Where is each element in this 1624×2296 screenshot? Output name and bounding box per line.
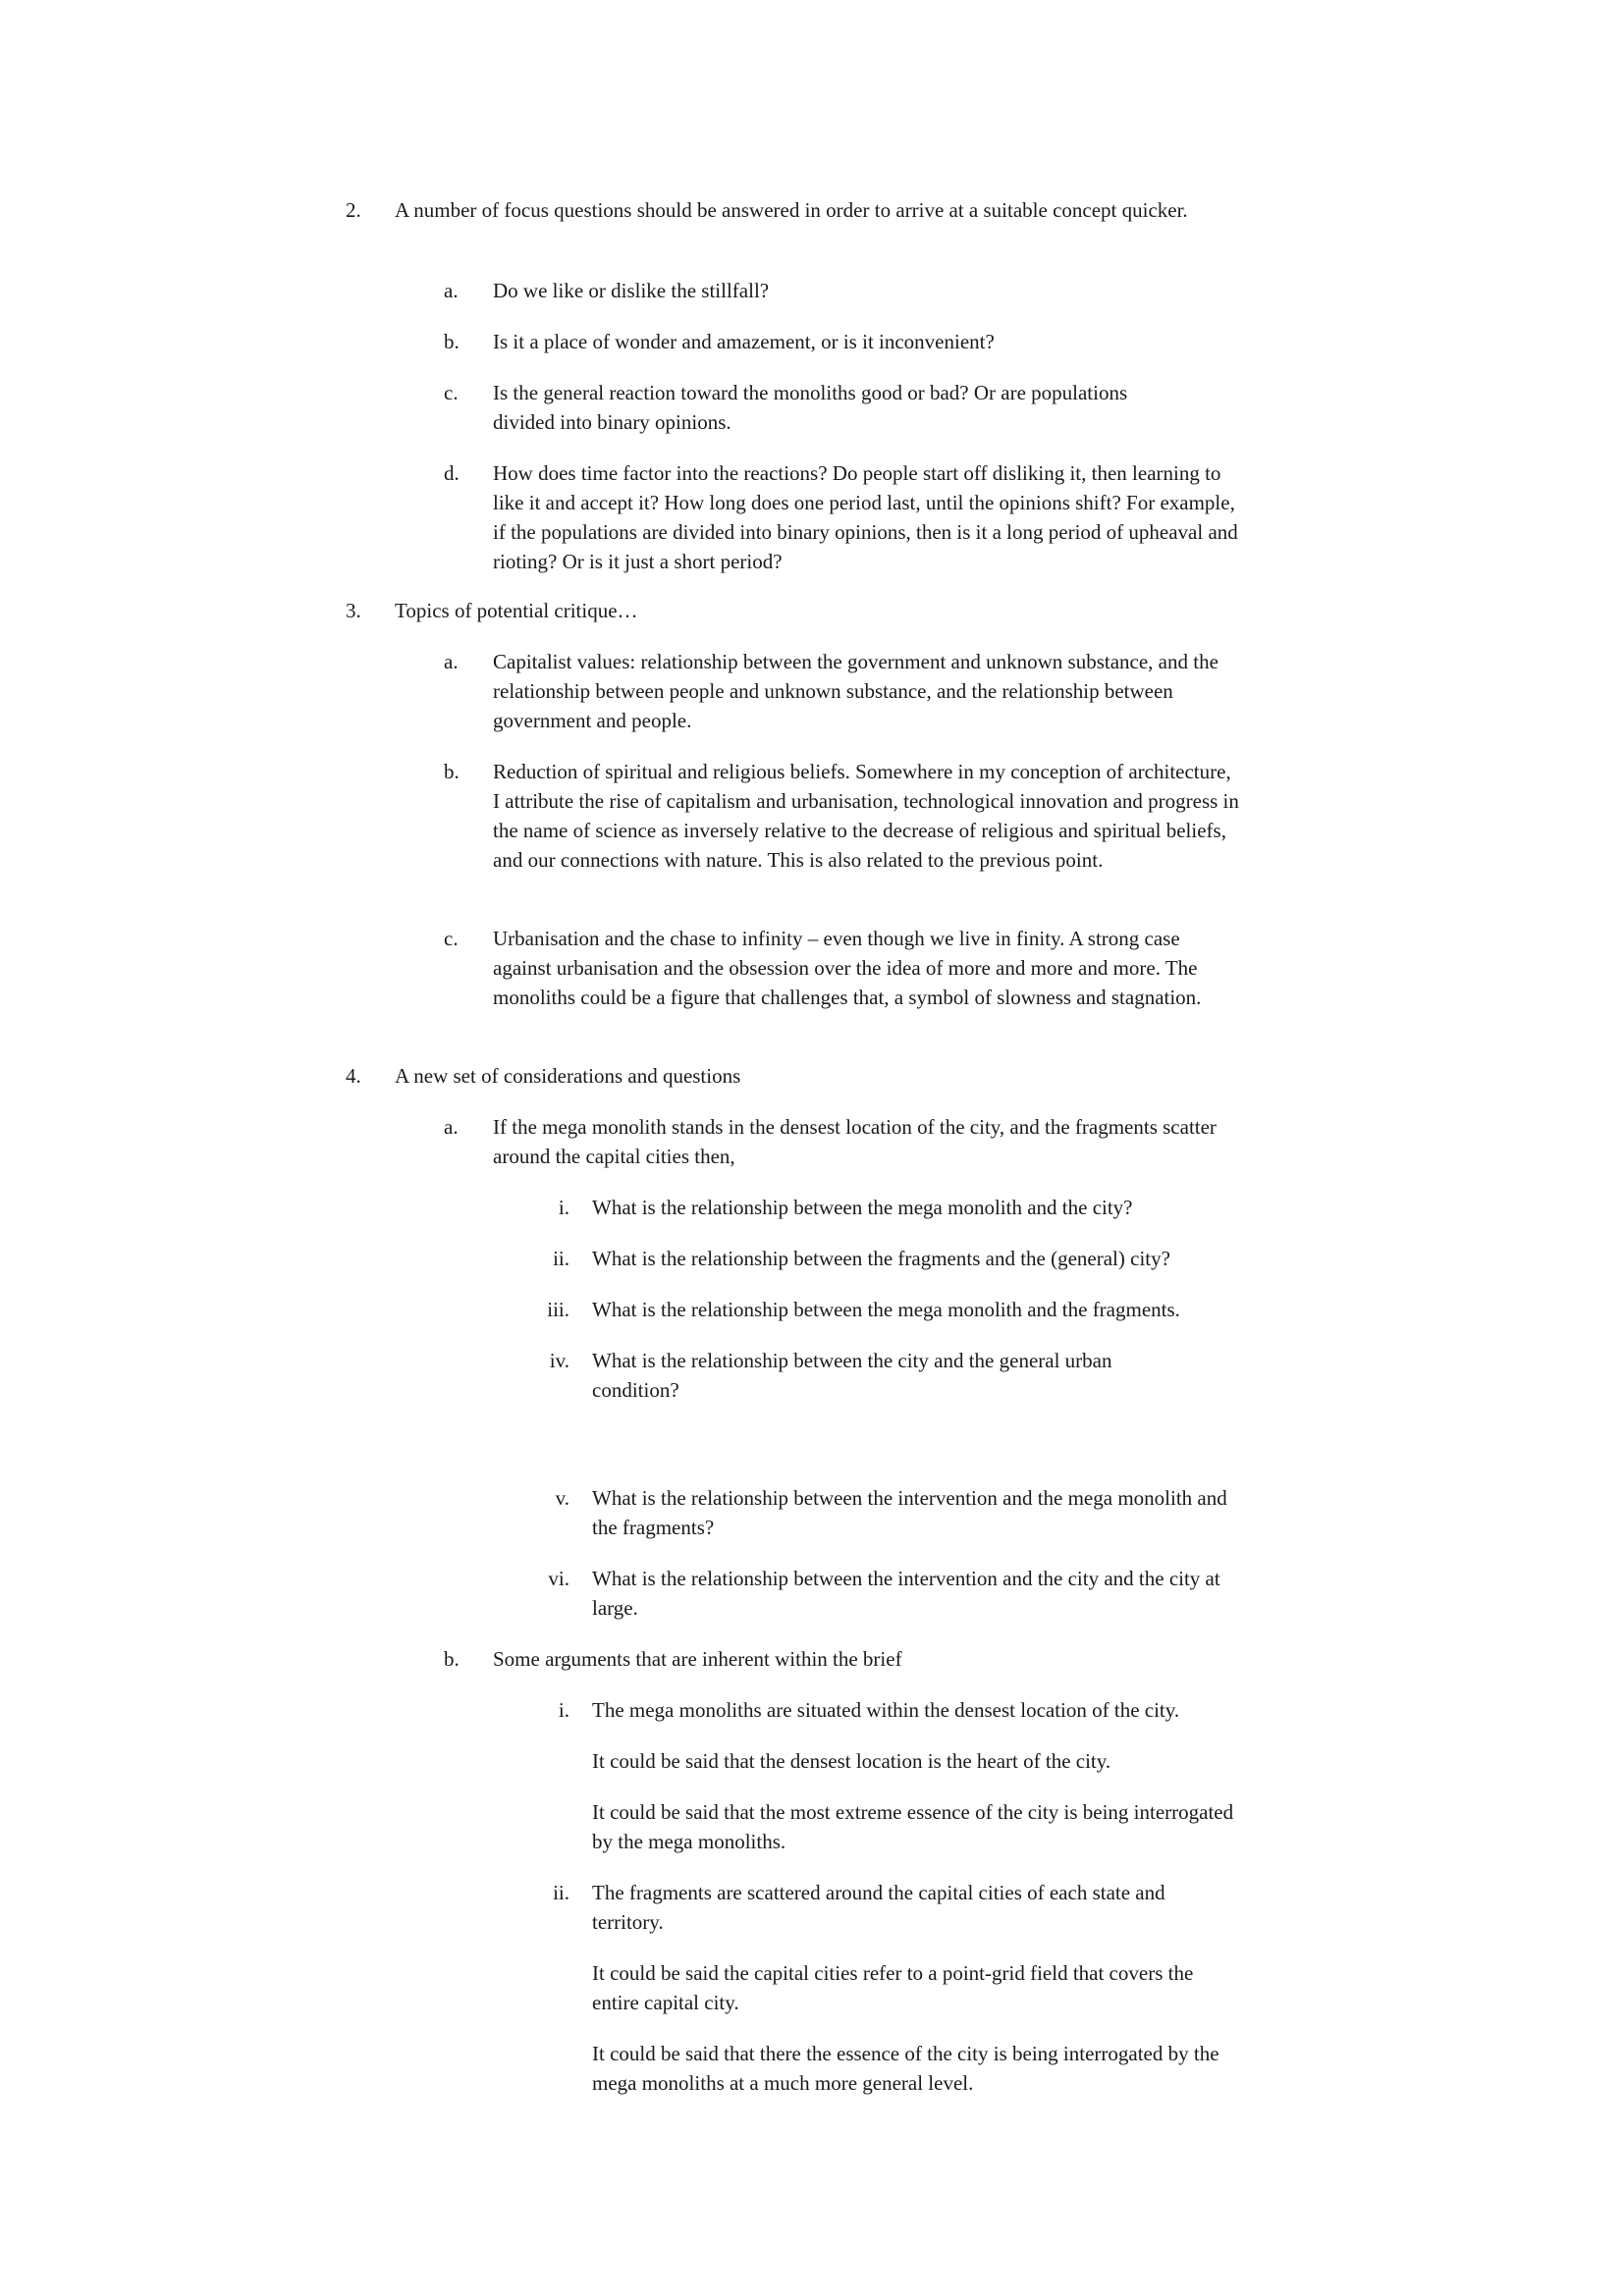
list-marker: b. [444,330,460,353]
list-marker: c. [444,381,459,404]
list-marker: vi. [548,1567,569,1590]
list-text: Reduction of spiritual and religious beliefs. Somewhere in my conception of architecture, I attribute the rise of capitalism and urbanisation, technological innovation and progress in the name of science as inversely relative to the decrease of religious and spiritual beliefs, and our connections with nature. This is also related to the previous point. [493,760,1239,872]
paragraph-text: It could be said the capital cities refer to a point-grid field that covers the entire capital city. [592,1961,1194,2014]
list-text: What is the relationship between the city and the general urban condition? [592,1349,1112,1402]
list-text: The mega monoliths are situated within the densest location of the city. [592,1698,1180,1722]
list-text: What is the relationship between the intervention and the city and the city at large. [592,1567,1220,1620]
list-marker: a. [444,1115,459,1139]
list-marker: a. [444,279,459,302]
list-marker: ii. [553,1247,569,1270]
paragraph-text: It could be said that there the essence of the city is being interrogated by the mega monoliths at a much more general level. [592,2042,1219,2095]
list-marker: i. [558,1698,569,1722]
list-text: What is the relationship between the mega monolith and the city? [592,1196,1133,1219]
list-marker: 3. [346,599,361,622]
list-marker: 4. [346,1064,361,1088]
list-text: What is the relationship between the intervention and the mega monolith and the fragments? [592,1486,1227,1539]
list-text: Is it a place of wonder and amazement, or is it inconvenient? [493,330,995,353]
list-text: What is the relationship between the fragments and the (general) city? [592,1247,1170,1270]
list-text: How does time factor into the reactions? Do people start off disliking it, then learning to like it and accept it? How long does one period last, until the opinions shift? For example, if the populations are divided into binary opinions, then is it a long period of upheaval and rioting? Or is it just a short period? [493,461,1238,573]
list-marker: b. [444,760,460,783]
list-marker: d. [444,461,460,485]
list-text: Is the general reaction toward the monoliths good or bad? Or are populations divided into binary opinions. [493,381,1128,434]
list-marker: v. [555,1486,569,1510]
list-marker: a. [444,650,459,673]
list-marker: b. [444,1647,460,1671]
list-marker: iii. [547,1298,569,1321]
list-text: Topics of potential critique… [395,599,638,622]
list-marker: ii. [553,1881,569,1904]
list-text: Some arguments that are inherent within the brief [493,1647,902,1671]
list-text: The fragments are scattered around the capital cities of each state and territory. [592,1881,1165,1934]
list-marker: 2. [346,198,361,222]
list-marker: c. [444,927,459,950]
list-text: If the mega monolith stands in the densest location of the city, and the fragments scatter around the capital cities then, [493,1115,1217,1168]
list-text: A new set of considerations and questions [395,1064,741,1088]
list-text: Capitalist values: relationship between the government and unknown substance, and the relationship between people and unknown substance, and the relationship between government and people. [493,650,1218,732]
list-text: Do we like or dislike the stillfall? [493,279,770,302]
list-marker: i. [558,1196,569,1219]
list-text: A number of focus questions should be answered in order to arrive at a suitable concept quicker. [395,198,1188,222]
list-text: Urbanisation and the chase to infinity – even though we live in finity. A strong case against urbanisation and the obsession over the idea of more and more and more. The monoliths could be a figure that challenges that, a symbol of slowness and stagnation. [493,927,1202,1009]
paragraph-text: It could be said that the densest location is the heart of the city. [592,1749,1111,1773]
list-text: What is the relationship between the mega monolith and the fragments. [592,1298,1180,1321]
paragraph-text: It could be said that the most extreme essence of the city is being interrogated by the mega monoliths. [592,1800,1234,1853]
list-marker: iv. [549,1349,569,1372]
